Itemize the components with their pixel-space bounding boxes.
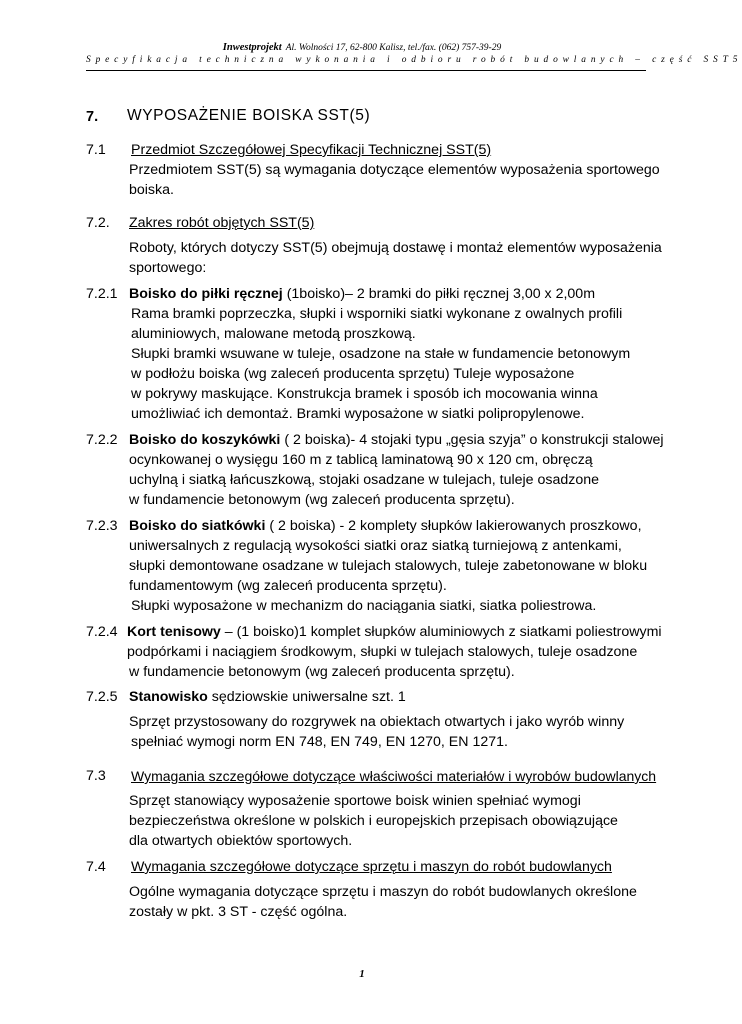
section-7-2-3-line: słupki demontowane osadzane w tulejach stalowych, tuleje zabetonowane w bloku	[129, 558, 648, 574]
section-7-2-5-number: 7.2.5	[86, 689, 118, 705]
section-7-2-2-bold: Boisko do koszykówki	[129, 432, 281, 448]
section-7-4-title: Wymagania szczegółowe dotyczące sprzętu i maszyn do robót budowlanych	[131, 859, 612, 875]
section-7-2-2-line: w fundamencie betonowym (wg zaleceń producenta sprzętu).	[129, 492, 515, 508]
section-7-2-3-line: Słupki wyposażone w mechanizm do naciągania siatki, siatka poliestrowa.	[131, 598, 597, 614]
section-7-2-line: Roboty, których dotyczy SST(5) obejmują dostawę i montaż elementów wyposażenia	[129, 240, 662, 256]
chapter-number: 7.	[86, 109, 99, 125]
section-7-3-line: dla otwartych obiektów sportowych.	[129, 833, 353, 849]
section-7-2-2-number: 7.2.2	[86, 432, 118, 448]
section-7-2-4-rest: – (1 boisko)1 komplet słupków aluminiowych z siatkami poliestrowymi	[220, 624, 662, 640]
section-7-2-2-rest: ( 2 boiska)- 4 stojaki typu „gęsia szyja” o konstrukcji stalowej	[280, 432, 664, 448]
section-7-2-4-bold: Kort tenisowy	[127, 624, 221, 640]
section-7-3-line: Sprzęt stanowiący wyposażenie sportowe boisk winien spełniać wymogi	[129, 793, 581, 809]
section-7-2-1-line: aluminiowych, malowane metodą proszkową.	[131, 326, 416, 342]
section-7-2-3-rest: ( 2 boiska) - 2 komplety słupków lakierowanych proszkowo,	[265, 518, 642, 534]
section-7-2-line: sportowego:	[129, 260, 207, 276]
section-7-2-5-rest: sędziowskie uniwersalne szt. 1	[207, 689, 406, 705]
section-7-2-1-line: w podłożu boiska (wg zaleceń producenta sprzętu) Tuleje wyposażone	[131, 366, 575, 382]
section-7-4-line: zostały w pkt. 3 ST - część ogólna.	[129, 904, 348, 920]
section-7-3-title: Wymagania szczegółowe dotyczące właściwości materiałów i wyrobów budowlanych	[131, 768, 657, 784]
section-7-2-2-line: ocynkowanej o wysięgu 160 m z tablicą laminatową 90 x 120 cm, obręczą	[129, 452, 593, 468]
section-7-2-4-line: w fundamencie betonowym (wg zaleceń producenta sprzętu).	[129, 664, 515, 680]
header-subtitle: Specyfikacja techniczna wykonania i odbioru robót budowlanych – część SST5	[86, 55, 742, 65]
section-7-2-3-heading	[129, 517, 642, 535]
section-7-2-number: 7.2.	[86, 215, 110, 231]
section-7-2-5-line: Sprzęt przystosowany do rozgrywek na obiektach otwartych i jako wyrób winny	[129, 714, 625, 730]
header-address: Al. Wolności 17, 62-800 Kalisz, tel./fax. (062) 757-39-29	[285, 43, 502, 53]
section-7-1-line: Przedmiotem SST(5) są wymagania dotyczące elementów wyposażenia sportowego	[129, 162, 660, 178]
section-7-1-title: Przedmiot Szczegółowej Specyfikacji Technicznej SST(5)	[131, 142, 492, 158]
section-7-1-line: boiska.	[129, 182, 174, 198]
section-7-2-3-line: uniwersalnych z regulacją wysokości siatki oraz siatką turniejową z antenkami,	[129, 538, 622, 554]
section-7-3-line: bezpieczeństwa określone w polskich i europejskich przepisach obowiązujące	[129, 813, 618, 829]
section-7-4-line: Ogólne wymagania dotyczące sprzętu i maszyn do robót budowlanych określone	[129, 884, 637, 900]
section-7-2-2-line: uchylną i siatką łańcuszkową, stojaki osadzane w tulejach, tuleje osadzone	[129, 472, 600, 488]
section-7-3-number: 7.3	[86, 768, 106, 784]
section-7-2-1-heading	[129, 285, 595, 303]
section-7-4-number: 7.4	[86, 859, 106, 875]
section-7-2-3-bold: Boisko do siatkówki	[129, 518, 266, 534]
header-company: Inwestprojekt	[222, 42, 282, 53]
section-7-2-3-number: 7.2.3	[86, 518, 118, 534]
chapter-title: WYPOSAŻENIE BOISKA SST(5)	[127, 107, 371, 124]
section-7-2-1-bold: Boisko do piłki ręcznej	[129, 286, 283, 302]
section-7-2-4-line: podpórkami i naciągiem środkowym, słupki w tulejach stalowych, tuleje osadzone	[127, 644, 638, 660]
section-7-2-title: Zakres robót objętych SST(5)	[129, 215, 315, 231]
section-7-2-5-bold: Stanowisko	[129, 689, 208, 705]
section-7-2-1-line: umożliwiać ich demontaż. Bramki wyposażone w siatki polipropylenowe.	[131, 406, 585, 422]
section-7-2-4-number: 7.2.4	[86, 624, 118, 640]
section-7-2-1-line: w pokrywy maskujące. Konstrukcja bramek i sposób ich mocowania winna	[131, 386, 598, 402]
section-7-2-1-rest: (1boisko)– 2 bramki do piłki ręcznej 3,00 x 2,00m	[282, 286, 596, 302]
section-7-2-4-heading	[127, 623, 662, 641]
section-7-2-1-line: Słupki bramki wsuwane w tuleje, osadzone na stałe w fundamencie betonowym	[131, 346, 631, 362]
page-number: 1	[359, 968, 365, 980]
section-7-1-number: 7.1	[86, 142, 106, 158]
section-7-2-1-line: Rama bramki poprzeczka, słupki i wsporniki siatki wykonane z owalnych profili	[131, 306, 623, 322]
section-7-2-5-line: spełniać wymogi norm EN 748, EN 749, EN 1270, EN 1271.	[131, 734, 508, 750]
section-7-2-1-number: 7.2.1	[86, 286, 118, 302]
section-7-2-5-heading	[129, 688, 406, 706]
section-7-2-2-heading	[129, 431, 664, 449]
section-7-2-3-line: fundamentowym (wg zaleceń producenta sprzętu).	[129, 578, 447, 594]
